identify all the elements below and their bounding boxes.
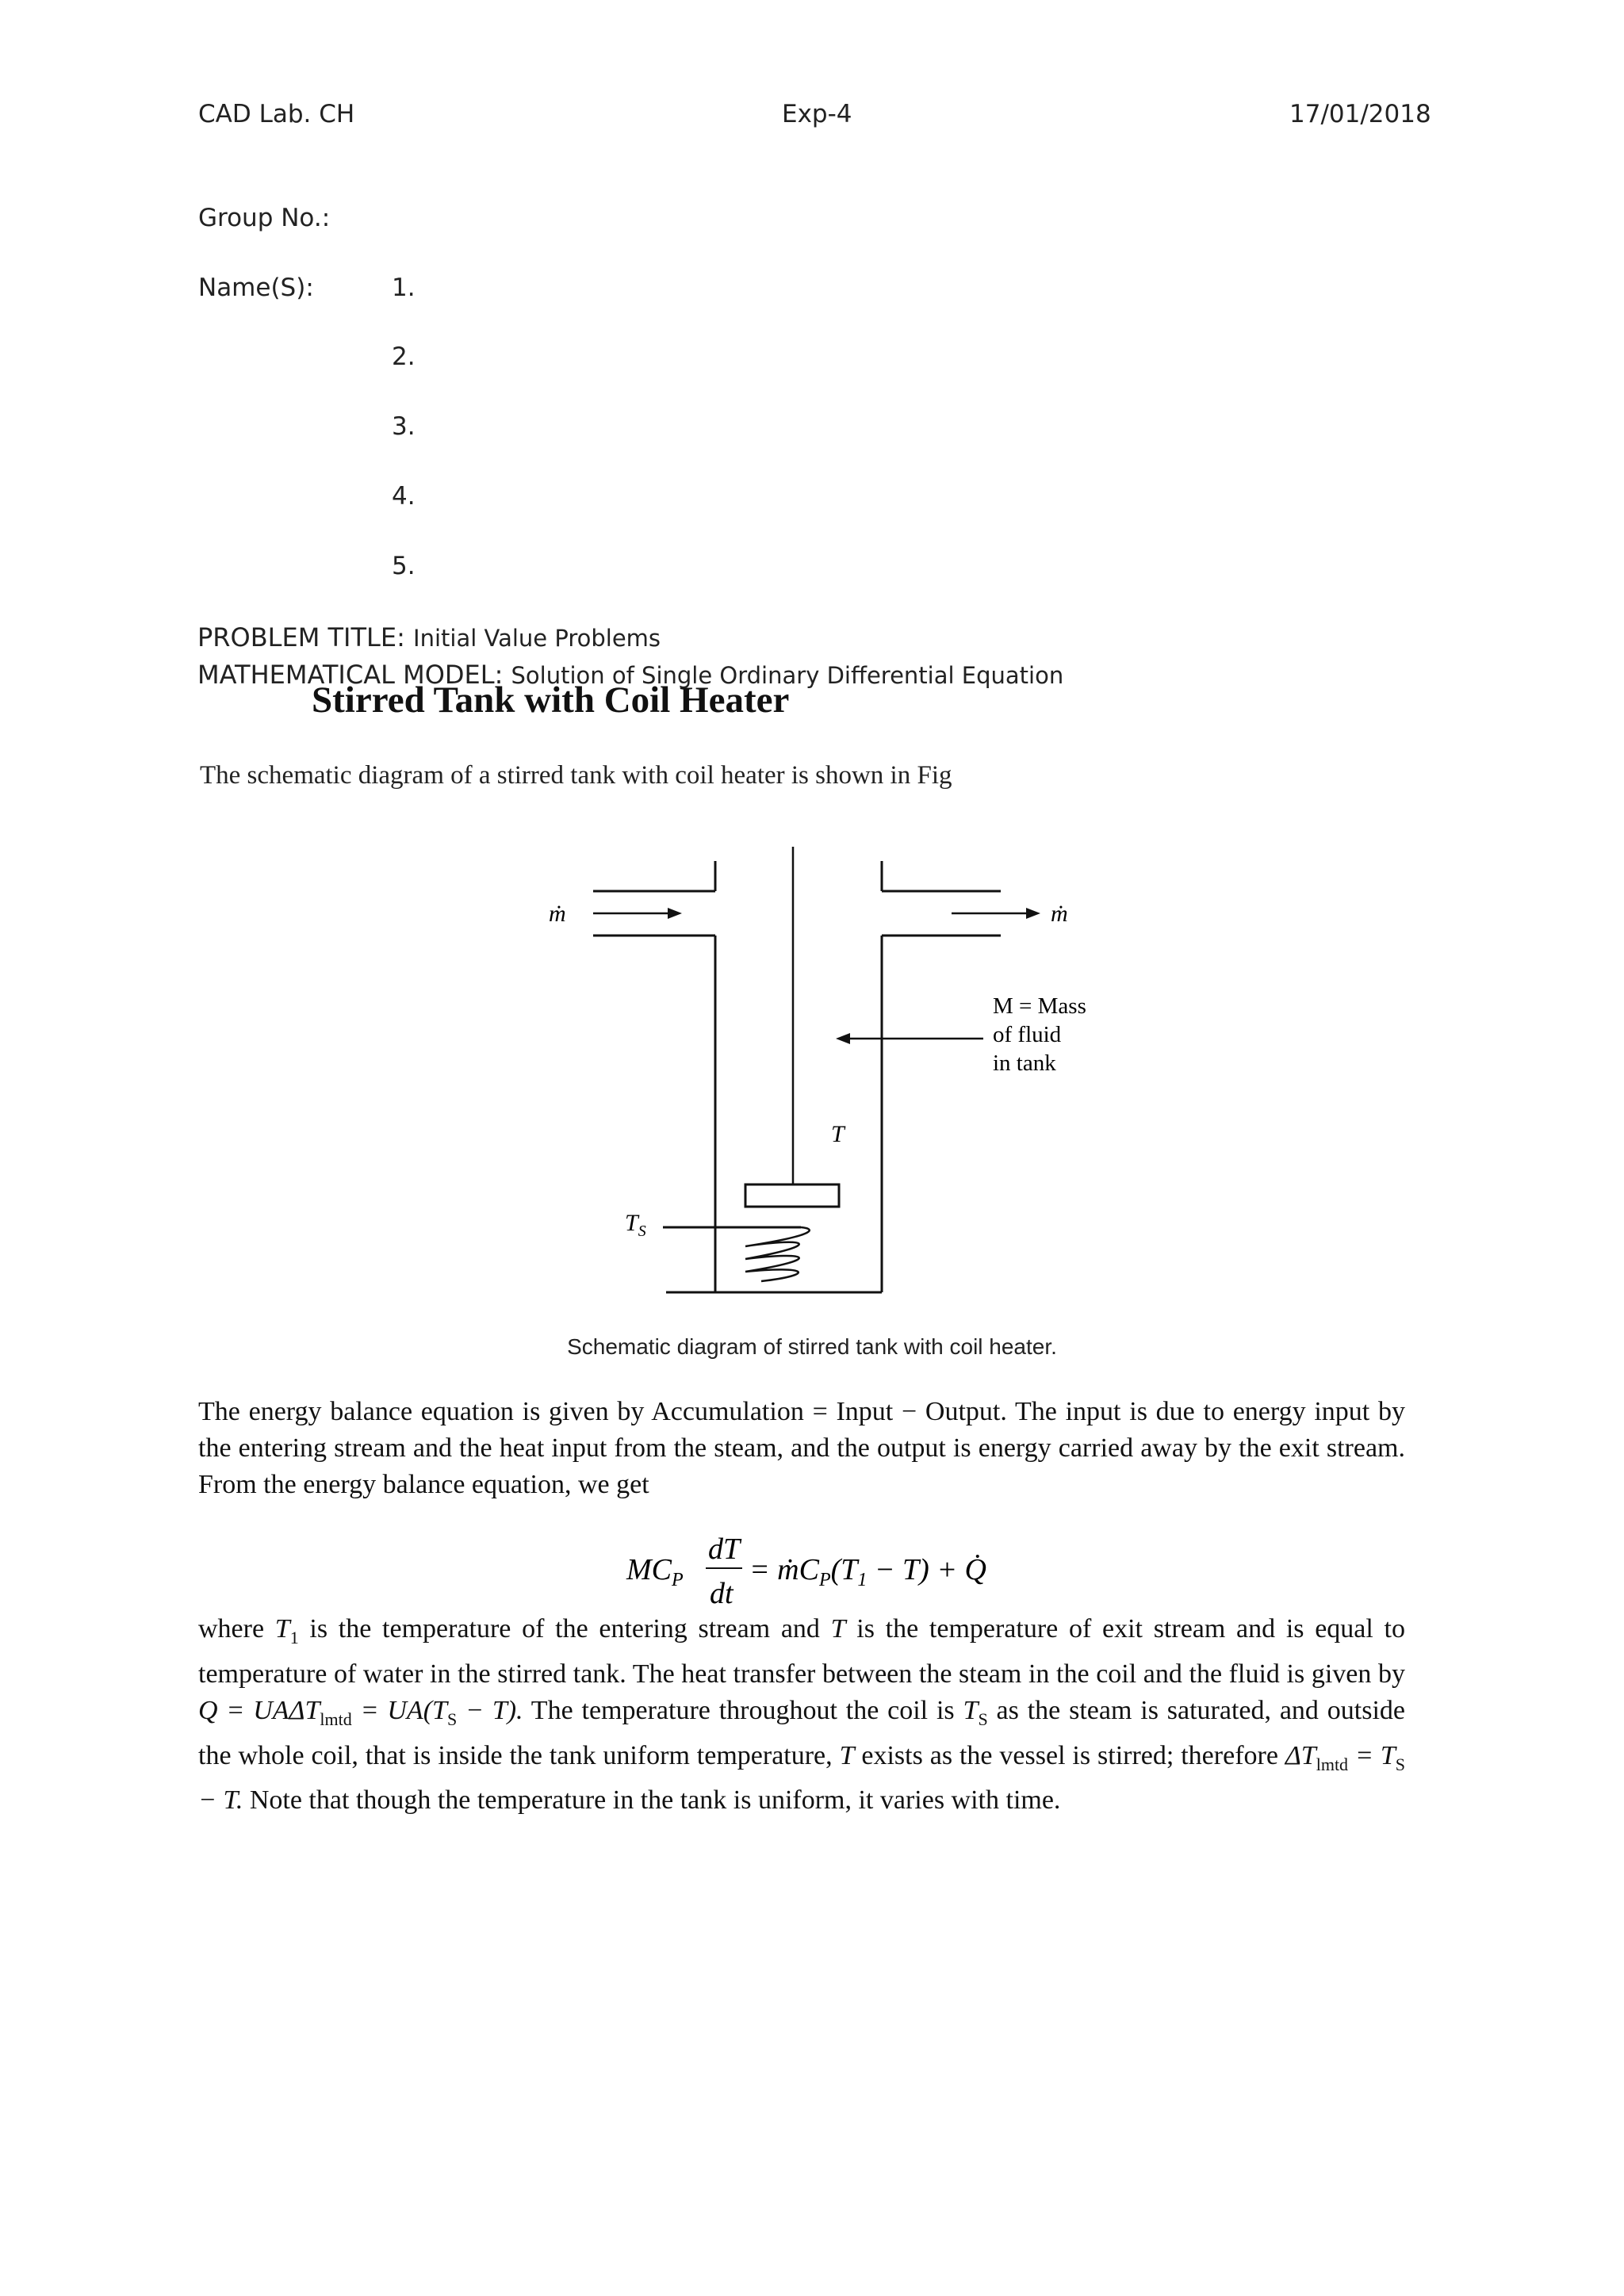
mass-label-line1: M = Mass <box>993 993 1086 1019</box>
equation-rhs-main: = ṁC <box>749 1553 819 1586</box>
mass-arrow-head <box>836 1033 850 1044</box>
steam-temperature-label <box>625 1210 646 1240</box>
name-number-3: 3. <box>392 412 416 441</box>
definitions-text <box>198 1611 1405 1819</box>
mass-label-line2: of fluid <box>993 1022 1062 1047</box>
tank-temperature-label: T <box>831 1121 845 1147</box>
mass-flow-in-label: ṁ <box>549 901 566 927</box>
p2-seg-18: ΔT <box>1285 1740 1316 1770</box>
p2-seg-6: is the temperature of exit stream and is equal to temperature of water in the stirred tank. The heat transfer between the steam in the coil and the fluid is given by <box>198 1614 1406 1689</box>
heating-coil <box>745 1227 810 1281</box>
p2-seg-4: is the temperature of the entering stream and <box>298 1614 831 1644</box>
equation-rhs-sub2: 1 <box>857 1570 868 1590</box>
p2-seg-7: Q = UAΔT <box>198 1695 320 1725</box>
equation-rhs-sub: P <box>818 1570 831 1590</box>
p2-seg-5: T <box>830 1614 846 1644</box>
energy-balance-paragraph <box>198 1394 1405 1503</box>
name-number-5: 5. <box>392 552 416 580</box>
name-number-2: 2. <box>392 342 416 371</box>
model-value: Solution of Single Ordinary Differential Equation <box>511 662 1064 689</box>
group-number-label: Group No.: <box>198 204 331 232</box>
name-number-1: 1. <box>392 274 416 302</box>
problem-title-value: Initial Value Problems <box>413 625 661 652</box>
p2-seg-15: as the steam is saturated, and outside the whole coil, that is inside the tank uniform temperature, <box>198 1695 1405 1770</box>
inlet-arrow-head <box>668 908 682 919</box>
p2-seg-22: − T. <box>198 1785 243 1816</box>
p2-seg-13: T <box>963 1695 979 1725</box>
p2-seg-23: Note that though the temperature in the tank is uniform, it varies with time. <box>243 1785 1061 1816</box>
problem-title-label: PROBLEM TITLE: <box>197 622 414 652</box>
p2-seg-14: S <box>978 1709 988 1729</box>
header-experiment: Exp-4 <box>782 100 852 128</box>
p2-seg-9: = UA(T <box>351 1695 447 1725</box>
equation-lhs <box>626 1553 684 1590</box>
equation-lhs-sub: P <box>672 1570 684 1590</box>
equation-rhs-rest: (T <box>830 1553 858 1586</box>
p2-seg-17: exists as the vessel is stirred; therefore <box>854 1740 1285 1770</box>
header-course: CAD Lab. CH <box>198 100 355 128</box>
mass-label-line3: in tank <box>993 1050 1056 1076</box>
name-number-4: 4. <box>392 482 416 511</box>
mass-flow-out-label: ṁ <box>1051 901 1068 927</box>
p2-seg-8: lmtd <box>320 1709 352 1729</box>
equation-numerator: dT <box>708 1533 741 1566</box>
equation-lhs-main: MC <box>626 1553 672 1586</box>
equation-denominator: dt <box>710 1577 733 1610</box>
equation-rhs-end: − T) + Q̇ <box>867 1553 986 1586</box>
p2-seg-19: lmtd <box>1316 1754 1349 1774</box>
equation-rhs <box>749 1553 986 1590</box>
outlet-arrow-head <box>1026 908 1040 919</box>
header-date: 17/01/2018 <box>1289 100 1431 128</box>
figure-caption: Schematic diagram of stirred tank with coil heater. <box>567 1334 1057 1359</box>
p2-seg-12: The temperature throughout the coil is <box>523 1695 963 1725</box>
section-title: Stirred Tank with Coil Heater <box>312 679 790 721</box>
energy-balance-text: The energy balance equation is given by Accumulation = Input − Output. The input is due to energy input by the entering stream and the heat input from the steam, and the output is energy carried away by the exit stream. From the energy balance equation, we get <box>198 1397 1405 1499</box>
p2-seg-20: = T <box>1348 1740 1396 1770</box>
names-label: Name(S): <box>198 274 314 302</box>
p2-seg-21: S <box>1395 1754 1405 1774</box>
p2-seg-3: 1 <box>289 1627 299 1647</box>
p2-seg-1: where <box>198 1614 275 1644</box>
p2-seg-10: S <box>446 1709 458 1729</box>
steam-temperature-subscript: S <box>638 1223 646 1240</box>
p2-seg-2: T <box>274 1614 290 1644</box>
p2-seg-16: T <box>839 1740 855 1770</box>
stirrer-paddle <box>745 1184 839 1207</box>
steam-temperature-symbol: T <box>625 1210 638 1236</box>
p2-seg-11: − T). <box>457 1695 523 1725</box>
energy-balance-equation <box>0 1524 1624 1611</box>
intro-text: The schematic diagram of a stirred tank with coil heater is shown in Fig <box>200 761 952 790</box>
definitions-paragraph <box>198 1611 1405 1819</box>
model-label: MATHEMATICAL MODEL: <box>197 660 511 690</box>
